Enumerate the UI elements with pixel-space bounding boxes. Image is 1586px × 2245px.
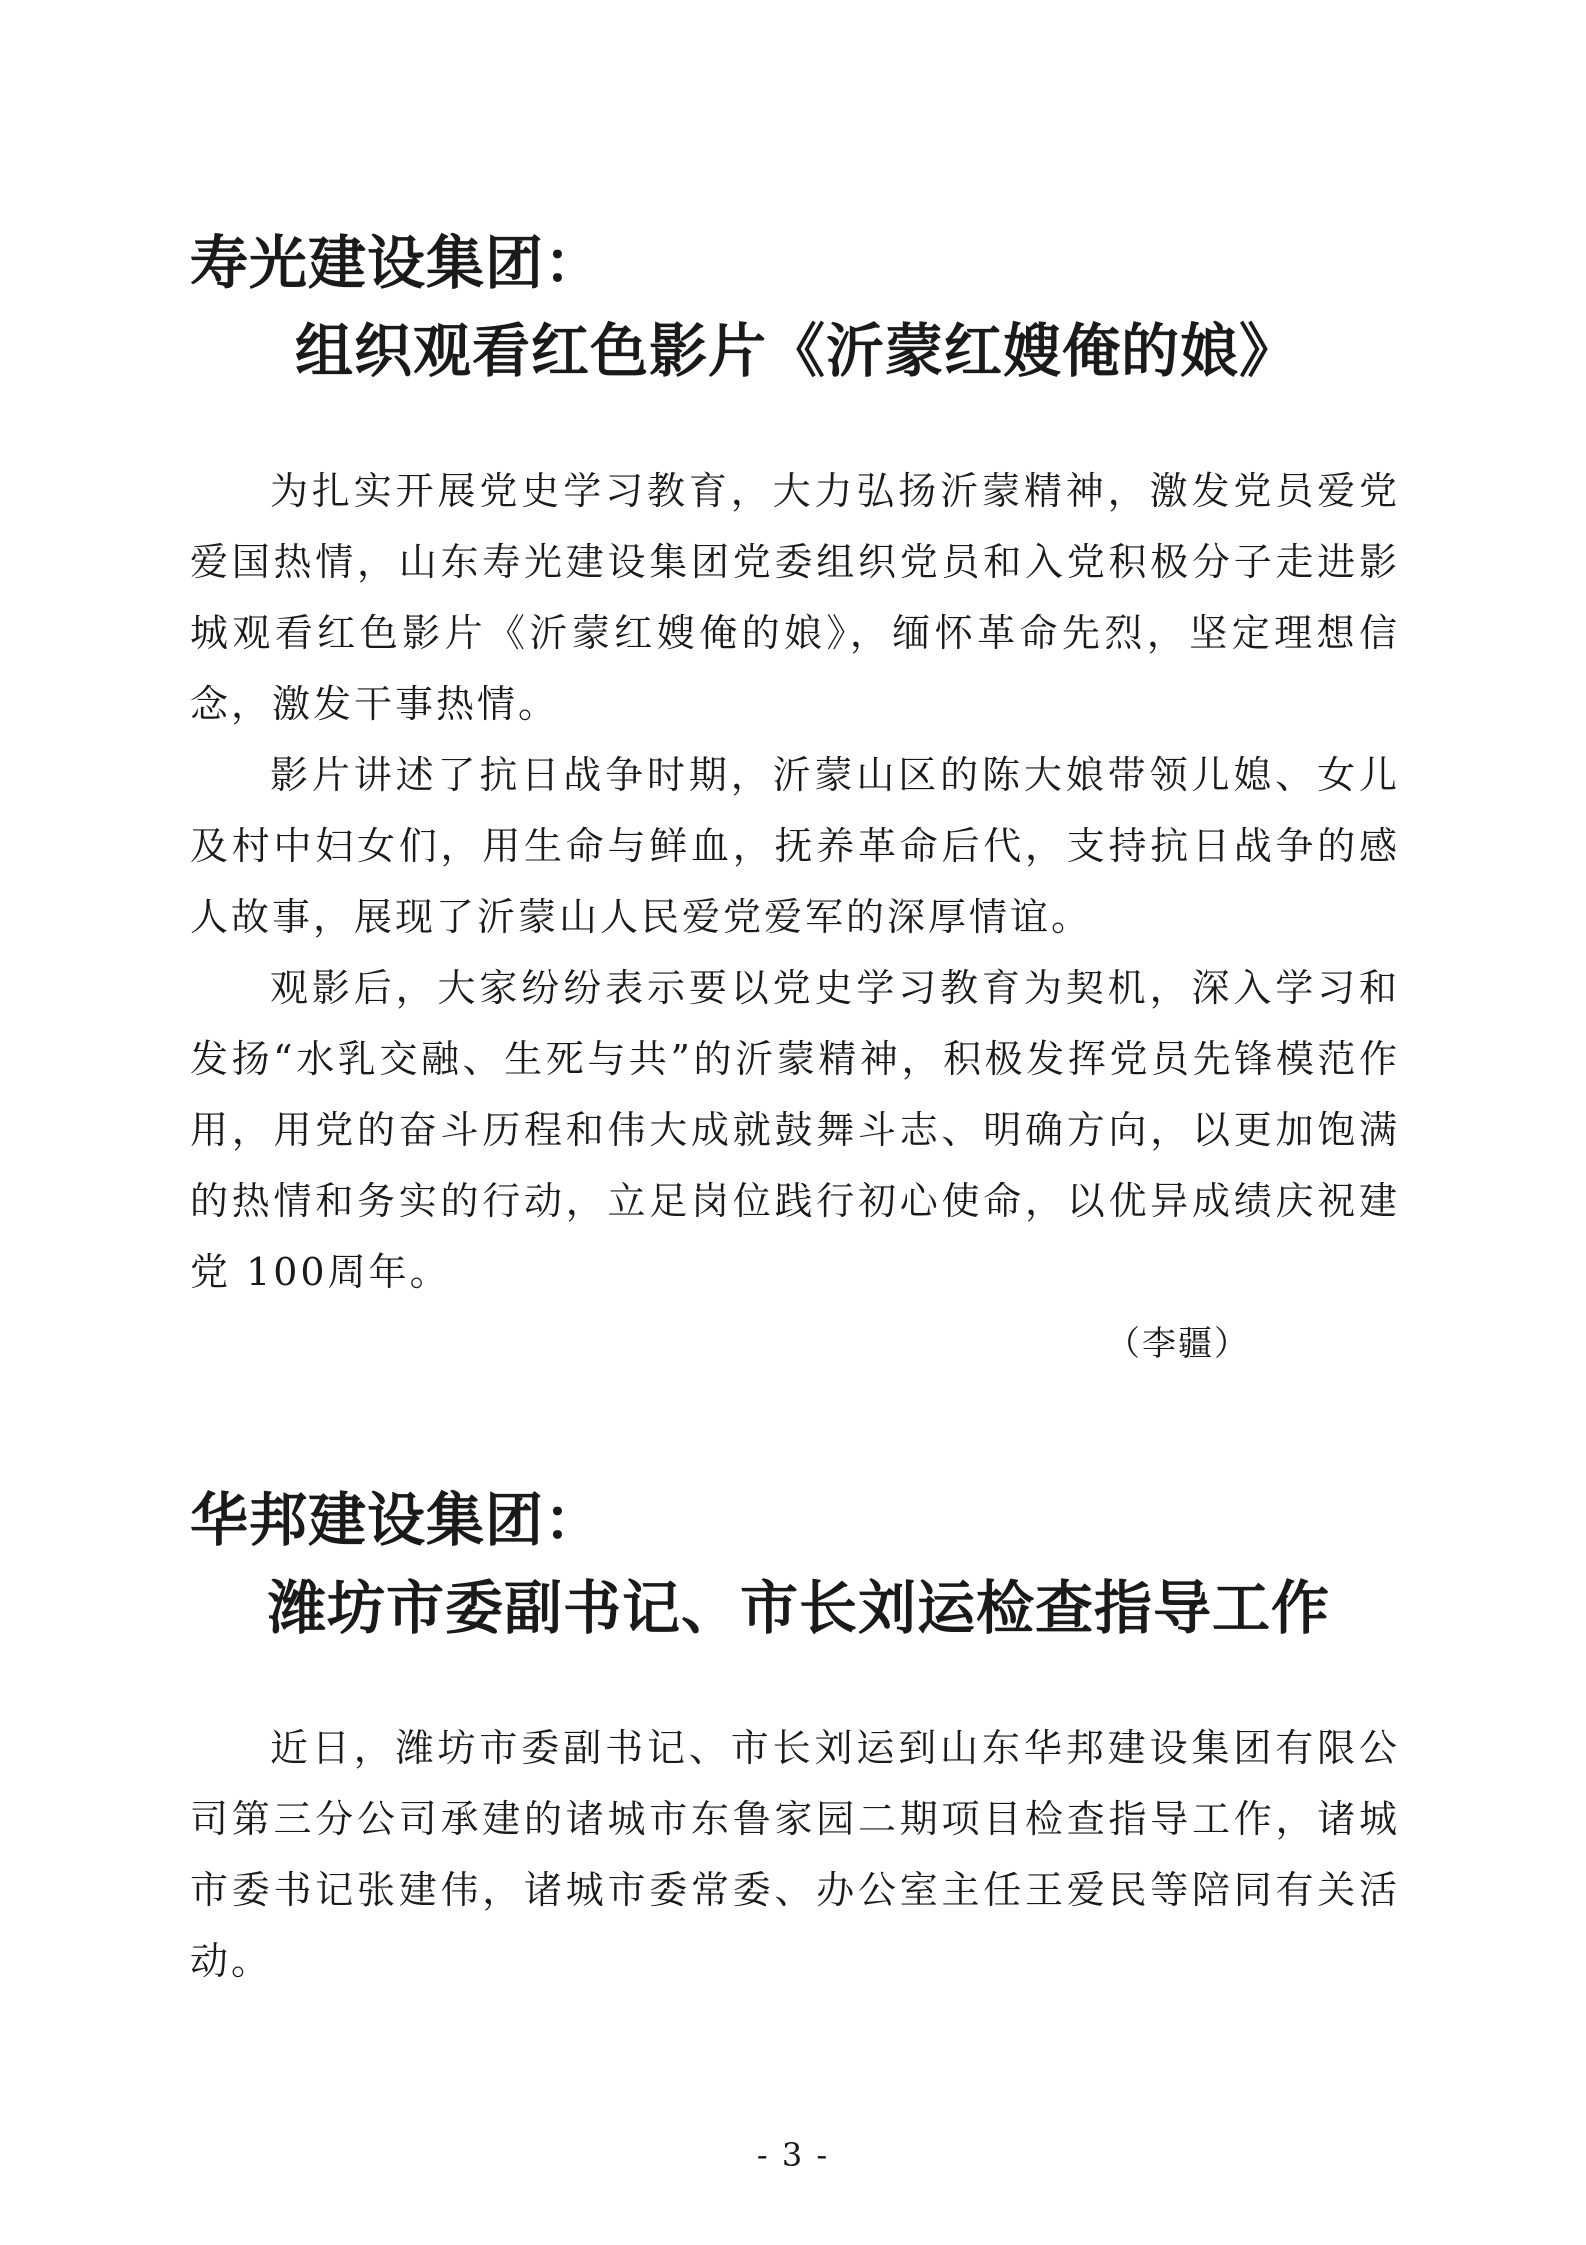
article-paragraph: 近日，潍坊市委副书记、市长刘运到山东华邦建设集团有限公司第三分公司承建的诸城市东鲁家园二期项目检查指导工作，诸城市委书记张建伟，诸城市委常委、办公室主任王爱民等陪同有关活动。: [190, 1726, 1400, 1983]
article-title-headline: 潍坊市委副书记、市长刘运检查指导工作: [268, 1574, 1331, 1642]
article-paragraph: 影片讲述了抗日战争时期，沂蒙山区的陈大娘带领儿媳、女儿及村中妇女们，用生命与鲜血，抚养革命后代，支持抗日战争的感人故事，展现了沂蒙山人民爱党爱军的深厚情谊。: [190, 753, 1400, 939]
article-paragraph: 为扎实开展党史学习教育，大力弘扬沂蒙精神，激发党员爱党爱国热情，山东寿光建设集团党委组织党员和入党积极分子走进影城观看红色影片《沂蒙红嫂俺的娘》，缅怀革命先烈，坚定理想信念，激发干事热情。: [190, 469, 1400, 726]
article-shouguang: [190, 228, 1400, 1372]
article-author: （李疆）: [1106, 1324, 1250, 1364]
article-title-headline: 组织观看红色影片《沂蒙红嫂俺的娘》: [295, 317, 1299, 385]
article-title-company: 华邦建设集团：: [190, 1486, 604, 1554]
article-huabang: [190, 1485, 1400, 1997]
article-title-company: 寿光建设集团：: [190, 229, 604, 297]
article-body: [190, 1713, 1400, 1997]
page-number: - 3 -: [756, 2136, 830, 2174]
article-body: [190, 456, 1400, 1308]
article-paragraph: 观影后，大家纷纷表示要以党史学习教育为契机，深入学习和发扬“水乳交融、生死与共”的沂蒙精神，积极发挥党员先锋模范作用，用党的奋斗历程和伟大成就鼓舞斗志、明确方向，以更加饱满的热情和务实的行动，立足岗位践行初心使命，以优异成绩庆祝建党 100周年。: [190, 966, 1400, 1294]
